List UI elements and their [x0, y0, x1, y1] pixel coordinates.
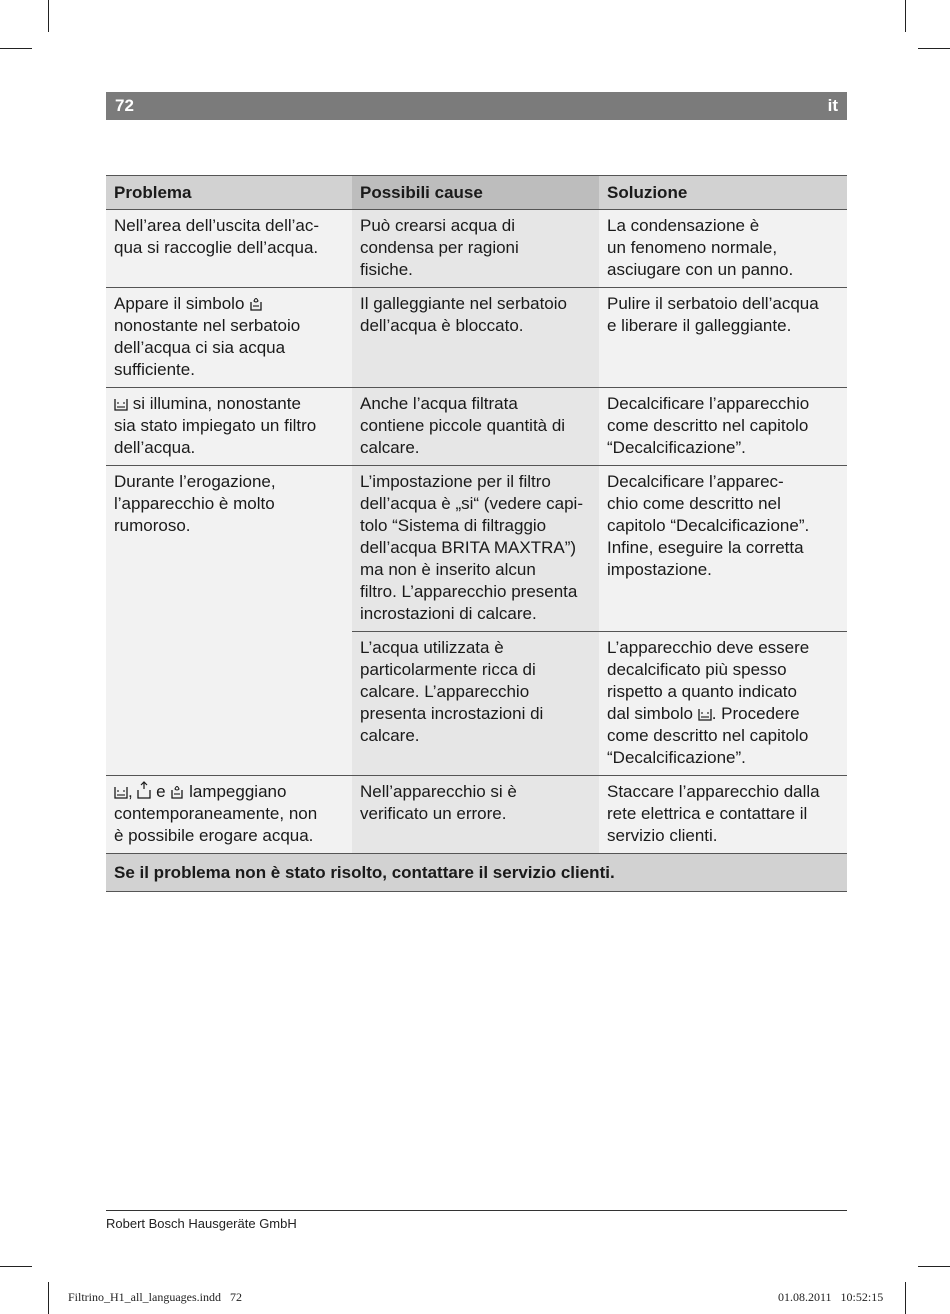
solution-text: Staccare l’apparecchio dalla rete elettrica e contattare il servizio clienti. — [607, 782, 820, 845]
cause-cell — [352, 288, 599, 388]
solution-text: L’apparecchio deve essere decalcificato più spesso rispetto a quanto indicato dal simbolo — [607, 638, 810, 723]
crop-mark — [0, 48, 32, 49]
cause-cell — [352, 466, 599, 632]
solution-text: Pulire il serbatoio dell’acqua e liberare il galleggiante. — [607, 294, 819, 335]
descale-icon — [249, 295, 263, 311]
problem-cell — [106, 388, 352, 466]
column-header: Possibili cause — [352, 176, 599, 210]
water-tank-icon — [114, 785, 128, 799]
problem-text: lampeggiano contemporaneamente, non è possibile erogare acqua. — [114, 782, 318, 845]
table-row — [106, 288, 847, 388]
problem-cell — [106, 776, 352, 854]
crop-mark — [918, 48, 950, 49]
cause-text: L’acqua utilizzata è particolarmente ricca di calcare. L’apparecchio presenta incrostazioni di calcare. — [360, 638, 544, 745]
cause-text: Può crearsi acqua di condensa per ragioni fisiche. — [360, 216, 519, 279]
solution-cell — [599, 776, 847, 854]
problem-text: , — [128, 782, 138, 801]
water-tank-icon — [114, 397, 128, 411]
troubleshooting-table — [106, 175, 847, 892]
cause-text: Il galleggiante nel serbatoio dell’acqua è bloccato. — [360, 294, 567, 335]
cause-text: Anche l’acqua filtrata contiene piccole quantità di calcare. — [360, 394, 566, 457]
table-row — [106, 776, 847, 854]
company-name: Robert Bosch Hausgeräte GmbH — [106, 1216, 297, 1231]
solution-text: Decalcificare l’apparec- chio come descritto nel capitolo “Decalcificazione”. Infine, eseguire la corretta impostazione. — [607, 472, 810, 579]
problem-text: Nell’area dell’uscita dell’ac- qua si raccoglie dell’acqua. — [114, 216, 320, 257]
footer-divider — [106, 1210, 847, 1211]
problem-text: Durante l’erogazione, l’apparecchio è molto rumoroso. — [114, 472, 276, 535]
solution-text: La condensazione è un fenomeno normale, asciugare con un panno. — [607, 216, 794, 279]
cause-text: Nell’apparecchio si è verificato un errore. — [360, 782, 517, 823]
solution-cell — [599, 632, 847, 776]
solution-text: . Procedere come descritto nel capitolo “Decalcificazione”. — [607, 704, 809, 767]
problem-text: e — [151, 782, 171, 801]
solution-cell — [599, 210, 847, 288]
solution-cell — [599, 466, 847, 632]
crop-mark — [918, 1266, 950, 1267]
cause-text: L’impostazione per il filtro dell’acqua è „si“ (vedere capi- tolo “Sistema di filtraggio dell’acqua BRITA MAXTRA”) ma non è inserito alcun filtro. L’apparecchio presenta incrostazioni di calcare. — [360, 472, 583, 623]
cause-cell — [352, 776, 599, 854]
print-slug-file: Filtrino_H1_all_languages.indd 72 — [68, 1290, 242, 1304]
language-code: it — [827, 96, 838, 115]
table-footer-note: Se il problema non è stato risolto, contattare il servizio clienti. — [106, 854, 847, 892]
crop-mark — [48, 0, 49, 32]
problem-cell — [106, 210, 352, 288]
table-header-row — [106, 176, 847, 210]
crop-mark — [905, 0, 906, 32]
crop-mark — [0, 1266, 32, 1267]
page-number: 72 — [115, 96, 134, 115]
problem-cell — [106, 288, 352, 388]
cause-cell — [352, 210, 599, 288]
dispenser-icon — [137, 781, 151, 799]
table-footer-row — [106, 854, 847, 892]
problem-text: si illumina, nonostante sia stato impiegato un filtro dell’acqua. — [114, 394, 317, 457]
table-row — [106, 210, 847, 288]
page-header — [106, 92, 847, 120]
crop-mark — [48, 1282, 49, 1314]
descale-icon — [170, 783, 184, 799]
problem-text: nonostante nel serbatoio dell’acqua ci sia acqua sufficiente. — [114, 316, 301, 379]
column-header: Soluzione — [599, 176, 847, 210]
solution-cell — [599, 388, 847, 466]
water-tank-icon — [698, 707, 712, 721]
crop-mark — [905, 1282, 906, 1314]
solution-text: Decalcificare l’apparecchio come descritto nel capitolo “Decalcificazione”. — [607, 394, 810, 457]
table-row — [106, 388, 847, 466]
column-header: Problema — [106, 176, 352, 210]
problem-cell — [106, 466, 352, 776]
cause-cell — [352, 388, 599, 466]
problem-text: Appare il simbolo — [114, 294, 250, 313]
cause-cell — [352, 632, 599, 776]
table-row — [106, 466, 847, 632]
print-slug-date: 01.08.2011 10:52:15 — [778, 1290, 884, 1304]
solution-cell — [599, 288, 847, 388]
